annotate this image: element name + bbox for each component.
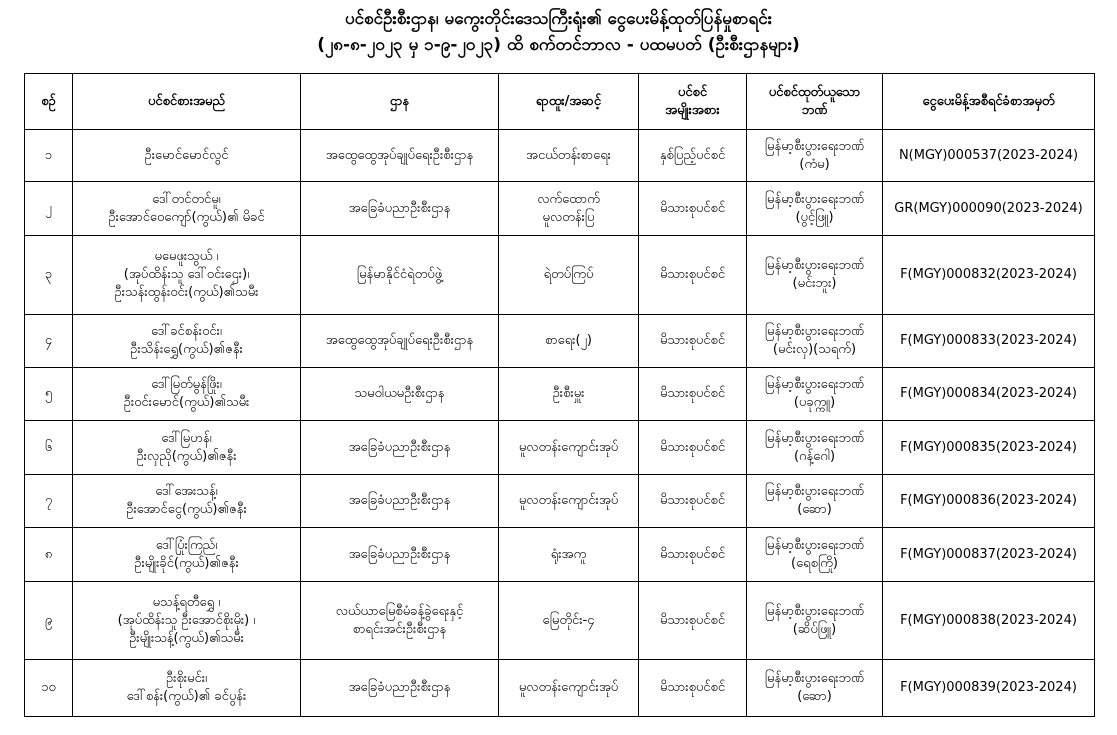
cell-department	[301, 235, 499, 314]
cell-text-line: ရုံးအကူ	[550, 546, 587, 562]
cell-rank	[499, 660, 639, 717]
cell-reference-number	[883, 474, 1095, 527]
cell-no	[25, 581, 73, 660]
cell-bank	[747, 528, 883, 581]
cell-pensioner-name	[73, 474, 301, 527]
table-row	[25, 130, 1095, 182]
cell-department	[301, 130, 499, 182]
cell-text-line: ဒေါ်မြဟန်၊	[161, 430, 212, 446]
cell-text-line: မြန်မာ့စီးပွားရေးဘဏ်	[764, 430, 865, 446]
cell-text: F(MGY)000832(2023-2024)	[900, 266, 1077, 282]
cell-text: N(MGY)000537(2023-2024)	[898, 147, 1079, 163]
cell-text: ၂	[45, 200, 52, 216]
header-text: စဉ်	[41, 93, 56, 109]
cell-text-line: မိသားစုပင်စင်	[659, 386, 726, 402]
cell-text-line: (ပွင့်ဖြူ)	[795, 209, 834, 225]
cell-text-line: ဒေါ်စန်း(ကွယ်)၏ ခင်ပွန်း	[126, 689, 247, 705]
cell-rank	[499, 130, 639, 182]
cell-text-line: မြန်မာ့စီးပွားရေးဘဏ်	[764, 484, 865, 500]
cell-text-line: ဦးစီးမှူး	[552, 386, 585, 402]
cell-text-line: မြန်မာ့စီးပွားရေးဘဏ်	[764, 603, 865, 619]
cell-text-line: ဦးမျိုးသန့်(ကွယ်)၏သမီး	[129, 630, 244, 646]
table-row	[25, 182, 1095, 235]
cell-reference-number	[883, 528, 1095, 581]
cell-text: F(MGY)000837(2023-2024)	[900, 546, 1077, 562]
cell-text-line: ဦးလှညို(ကွယ်)၏ဇနီး	[136, 448, 237, 464]
cell-bank	[747, 421, 883, 474]
header-text: ဌာန	[389, 93, 410, 109]
cell-text-line: ဦးအောင်ဝေကျော်(ကွယ်)၏ မိခင်	[108, 209, 265, 225]
cell-pension-type	[639, 660, 747, 717]
cell-text-line: (ပခုက္ကူ)	[793, 395, 836, 411]
cell-bank	[747, 235, 883, 314]
col-header-reference	[883, 74, 1095, 130]
cell-pension-type	[639, 130, 747, 182]
cell-text-line: မိသားစုပင်စင်	[659, 200, 726, 216]
cell-text-line: မမေဖူးသွယ် ၊	[154, 248, 219, 264]
cell-rank	[499, 314, 639, 367]
cell-text: F(MGY)000836(2023-2024)	[900, 493, 1077, 509]
cell-text-line: ဦးသိန်းရွှေ(ကွယ်)၏ဇနီး	[130, 341, 243, 357]
cell-text-line: မြန်မာ့စီးပွားရေးဘဏ်	[764, 191, 865, 207]
cell-department	[301, 421, 499, 474]
table-row	[25, 314, 1095, 367]
cell-text-line: အခြေခံပညာဦးစီးဌာန	[348, 546, 451, 562]
cell-text: GR(MGY)000090(2023-2024)	[894, 200, 1083, 216]
cell-text: ၈	[44, 546, 53, 562]
cell-text-line: မြန်မာနိုင်ငံရဲတပ်ဖွဲ့	[356, 266, 443, 282]
cell-text-line: ဦးသန်းထွန်းဝင်း(ကွယ်)၏သမီး	[114, 284, 259, 300]
cell-no	[25, 130, 73, 182]
cell-rank	[499, 182, 639, 235]
header-text: ပင်စင်စားအမည်	[147, 93, 226, 109]
cell-bank	[747, 368, 883, 421]
table-row	[25, 368, 1095, 421]
cell-no	[25, 660, 73, 717]
cell-text-line: အခြေခံပညာဦးစီးဌာန	[348, 680, 451, 696]
table-row	[25, 660, 1095, 717]
cell-text-line: (ကံမ)	[799, 156, 830, 172]
table-body	[25, 130, 1095, 717]
table-row	[25, 581, 1095, 660]
pension-register-table	[24, 73, 1095, 717]
cell-text-line: အထွေထွေအုပ်ချုပ်ရေးဦးစီးဌာန	[325, 332, 474, 348]
cell-text-line: မြန်မာ့စီးပွားရေးဘဏ်	[764, 323, 865, 339]
cell-text: F(MGY)000834(2023-2024)	[900, 386, 1077, 402]
cell-reference-number	[883, 182, 1095, 235]
cell-bank	[747, 182, 883, 235]
header-text: အမျိုးအစား	[665, 102, 720, 118]
document-title	[0, 6, 1117, 58]
cell-text-line: ဦးအောင်ငွေ(ကွယ်)၏ဇနီး	[126, 502, 247, 518]
cell-rank	[499, 581, 639, 660]
cell-text: ၃	[44, 266, 53, 282]
col-header-rank	[499, 74, 639, 130]
col-header-bank	[747, 74, 883, 130]
cell-pensioner-name	[73, 235, 301, 314]
cell-text: ၆	[44, 439, 53, 455]
cell-no	[25, 528, 73, 581]
cell-text: ၁၀	[41, 680, 56, 696]
cell-text-line: မိသားစုပင်စင်	[659, 680, 726, 696]
header-text: ငွေပေးမိန့်အစီရင်ခံစာအမှတ်	[922, 93, 1055, 109]
cell-rank	[499, 528, 639, 581]
cell-text-line: မိသားစုပင်စင်	[659, 612, 726, 628]
col-header-name	[73, 74, 301, 130]
cell-text-line: မူလတန်းကျောင်းအုပ်	[518, 493, 619, 509]
cell-pensioner-name	[73, 130, 301, 182]
table-row	[25, 528, 1095, 581]
cell-no	[25, 314, 73, 367]
cell-pension-type	[639, 474, 747, 527]
cell-text-line: မိသားစုပင်စင်	[659, 546, 726, 562]
cell-pension-type	[639, 581, 747, 660]
cell-text-line: ဒေါ်ပြုံးကြည်၊	[155, 537, 218, 553]
cell-text-line: အငယ်တန်းစာရေး	[526, 147, 611, 163]
cell-text-line: (ဆော)	[797, 689, 832, 705]
cell-pension-type	[639, 235, 747, 314]
cell-text: ၉	[44, 612, 53, 628]
header-text: ဘဏ်	[801, 102, 828, 118]
table-row	[25, 421, 1095, 474]
cell-pensioner-name	[73, 368, 301, 421]
cell-text-line: မိသားစုပင်စင်	[659, 332, 726, 348]
cell-text-line: မြန်မာ့စီးပွားရေးဘဏ်	[764, 377, 865, 393]
cell-text-line: ဒေါ်အေးသန့်၊	[155, 484, 218, 500]
cell-pension-type	[639, 368, 747, 421]
cell-text-line: အခြေခံပညာဦးစီးဌာန	[348, 493, 451, 509]
col-header-pension-type	[639, 74, 747, 130]
cell-text-line: နှစ်ပြည့်ပင်စင်	[659, 147, 726, 163]
cell-text-line: စာရင်းအင်းဦးစီးဌာန	[352, 621, 447, 637]
cell-department	[301, 182, 499, 235]
cell-pensioner-name	[73, 421, 301, 474]
cell-text-line: (ဂန့်ဂေါ)	[793, 448, 836, 464]
cell-text-line: မသန့်ရတီရွှေ ၊	[152, 594, 221, 610]
cell-pension-type	[639, 528, 747, 581]
cell-text: ၁	[44, 147, 53, 163]
cell-text-line: အခြေခံပညာဦးစီးဌာန	[348, 439, 451, 455]
cell-pensioner-name	[73, 314, 301, 367]
cell-text-line: မူလတန်းကျောင်းအုပ်	[518, 680, 619, 696]
cell-no	[25, 474, 73, 527]
cell-text-line: ဦးစိုးမင်း၊	[165, 671, 208, 687]
cell-reference-number	[883, 581, 1095, 660]
cell-reference-number	[883, 130, 1095, 182]
cell-text-line: ရဲတပ်ကြပ်	[543, 266, 594, 282]
cell-reference-number	[883, 660, 1095, 717]
cell-no	[25, 368, 73, 421]
title-line-1: ပင်စင်ဦးစီးဌာန၊ မကွေးတိုင်းဒေသကြီးရုံး၏ ငွေပေးမိန့်ထုတ်ပြန်မှုစာရင်း	[344, 9, 773, 29]
cell-text-line: မိသားစုပင်စင်	[659, 266, 726, 282]
table-row	[25, 474, 1095, 527]
cell-bank	[747, 474, 883, 527]
cell-text-line: လယ်ယာမြေစီမံခန့်ခွဲရေးနှင့်	[335, 603, 464, 619]
cell-text-line: ဦးမျိုးခိုင်(ကွယ်)၏ဇနီး	[134, 555, 239, 571]
cell-pension-type	[639, 421, 747, 474]
cell-bank	[747, 130, 883, 182]
cell-text: ၇	[44, 493, 53, 509]
cell-text-line: မြေတိုင်း-၄	[542, 612, 595, 628]
cell-rank	[499, 421, 639, 474]
cell-department	[301, 314, 499, 367]
cell-text-line: (ဆိပ်ဖြူ)	[792, 621, 837, 637]
cell-rank	[499, 235, 639, 314]
cell-pensioner-name	[73, 528, 301, 581]
cell-text-line: (အုပ်ထိန်းသူ ဦးအောင်စိုးမိုး) ၊	[117, 612, 256, 628]
cell-pension-type	[639, 182, 747, 235]
cell-bank	[747, 314, 883, 367]
cell-no	[25, 235, 73, 314]
cell-no	[25, 421, 73, 474]
table-row	[25, 235, 1095, 314]
cell-department	[301, 474, 499, 527]
cell-reference-number	[883, 368, 1095, 421]
cell-text-line: (အုပ်ထိန်းသူ ဒေါ်ဝင်းဌေး)၊	[123, 266, 250, 282]
header-text: ရာထူး/အဆင့်	[535, 93, 602, 109]
cell-text-line: (ရေစကြို)	[791, 555, 838, 571]
cell-text-line: (မင်းဘူး)	[792, 275, 837, 291]
cell-reference-number	[883, 235, 1095, 314]
cell-text-line: မူလတန်းပြ	[542, 209, 595, 225]
cell-text-line: ဒေါ်ခင်စန်းဝင်း၊	[151, 323, 222, 339]
cell-text-line: အခြေခံပညာဦးစီးဌာန	[348, 200, 451, 216]
cell-bank	[747, 660, 883, 717]
cell-department	[301, 528, 499, 581]
cell-text-line: အထွေထွေအုပ်ချုပ်ရေးဦးစီးဌာန	[325, 147, 474, 163]
cell-bank	[747, 581, 883, 660]
cell-text-line: သမဝါယမဦးစီးဌာန	[354, 386, 445, 402]
cell-text-line: မြန်မာ့စီးပွားရေးဘဏ်	[764, 257, 865, 273]
cell-text-line: မူလတန်းကျောင်းအုပ်	[518, 439, 619, 455]
cell-rank	[499, 474, 639, 527]
cell-text-line: မြန်မာ့စီးပွားရေးဘဏ်	[764, 138, 865, 154]
cell-text-line: ဦးမောင်မောင်လွင်	[144, 147, 229, 163]
cell-text: ၄	[44, 332, 53, 348]
cell-department	[301, 581, 499, 660]
cell-rank	[499, 368, 639, 421]
cell-text-line: မိသားစုပင်စင်	[659, 493, 726, 509]
cell-text-line: ဒေါ်တင်တင်မူ၊	[152, 191, 221, 207]
cell-text-line: လက်ထောက်	[537, 191, 600, 207]
cell-text: F(MGY)000833(2023-2024)	[900, 332, 1077, 348]
cell-text-line: မြန်မာ့စီးပွားရေးဘဏ်	[764, 537, 865, 553]
cell-text-line: မြန်မာ့စီးပွားရေးဘဏ်	[764, 671, 865, 687]
cell-text-line: (ဆော)	[797, 502, 832, 518]
cell-department	[301, 368, 499, 421]
title-line-2: (၂၈-၈-၂၀၂၃ မှ ၁-၉-၂၀၂၃) ထိ စက်တင်ဘာလ - ပထမပတ် (ဦးစီးဌာနများ)	[317, 35, 800, 55]
cell-text-line: ဦးဝင်းမောင်(ကွယ်)၏သမီး	[123, 395, 250, 411]
col-header-no	[25, 74, 73, 130]
col-header-department	[301, 74, 499, 130]
cell-text: F(MGY)000835(2023-2024)	[900, 439, 1077, 455]
header-text: ပင်စင်ထုတ်ယူသော	[768, 84, 861, 100]
cell-text: ၅	[44, 386, 53, 402]
cell-pensioner-name	[73, 660, 301, 717]
cell-text-line: မိသားစုပင်စင်	[659, 439, 726, 455]
cell-text-line: စာရေး(၂)	[544, 332, 592, 348]
cell-text-line: (မင်းလှ)(သရက်)	[772, 341, 857, 357]
header-text: ပင်စင်	[677, 84, 708, 100]
cell-reference-number	[883, 421, 1095, 474]
table-header-row	[25, 74, 1095, 130]
cell-pension-type	[639, 314, 747, 367]
cell-reference-number	[883, 314, 1095, 367]
cell-pensioner-name	[73, 182, 301, 235]
cell-department	[301, 660, 499, 717]
cell-no	[25, 182, 73, 235]
cell-text-line: ဒေါ်မြတ်မွန်ဖြိုး၊	[151, 377, 222, 393]
cell-pensioner-name	[73, 581, 301, 660]
cell-text: F(MGY)000838(2023-2024)	[900, 612, 1077, 628]
cell-text: F(MGY)000839(2023-2024)	[900, 680, 1077, 696]
